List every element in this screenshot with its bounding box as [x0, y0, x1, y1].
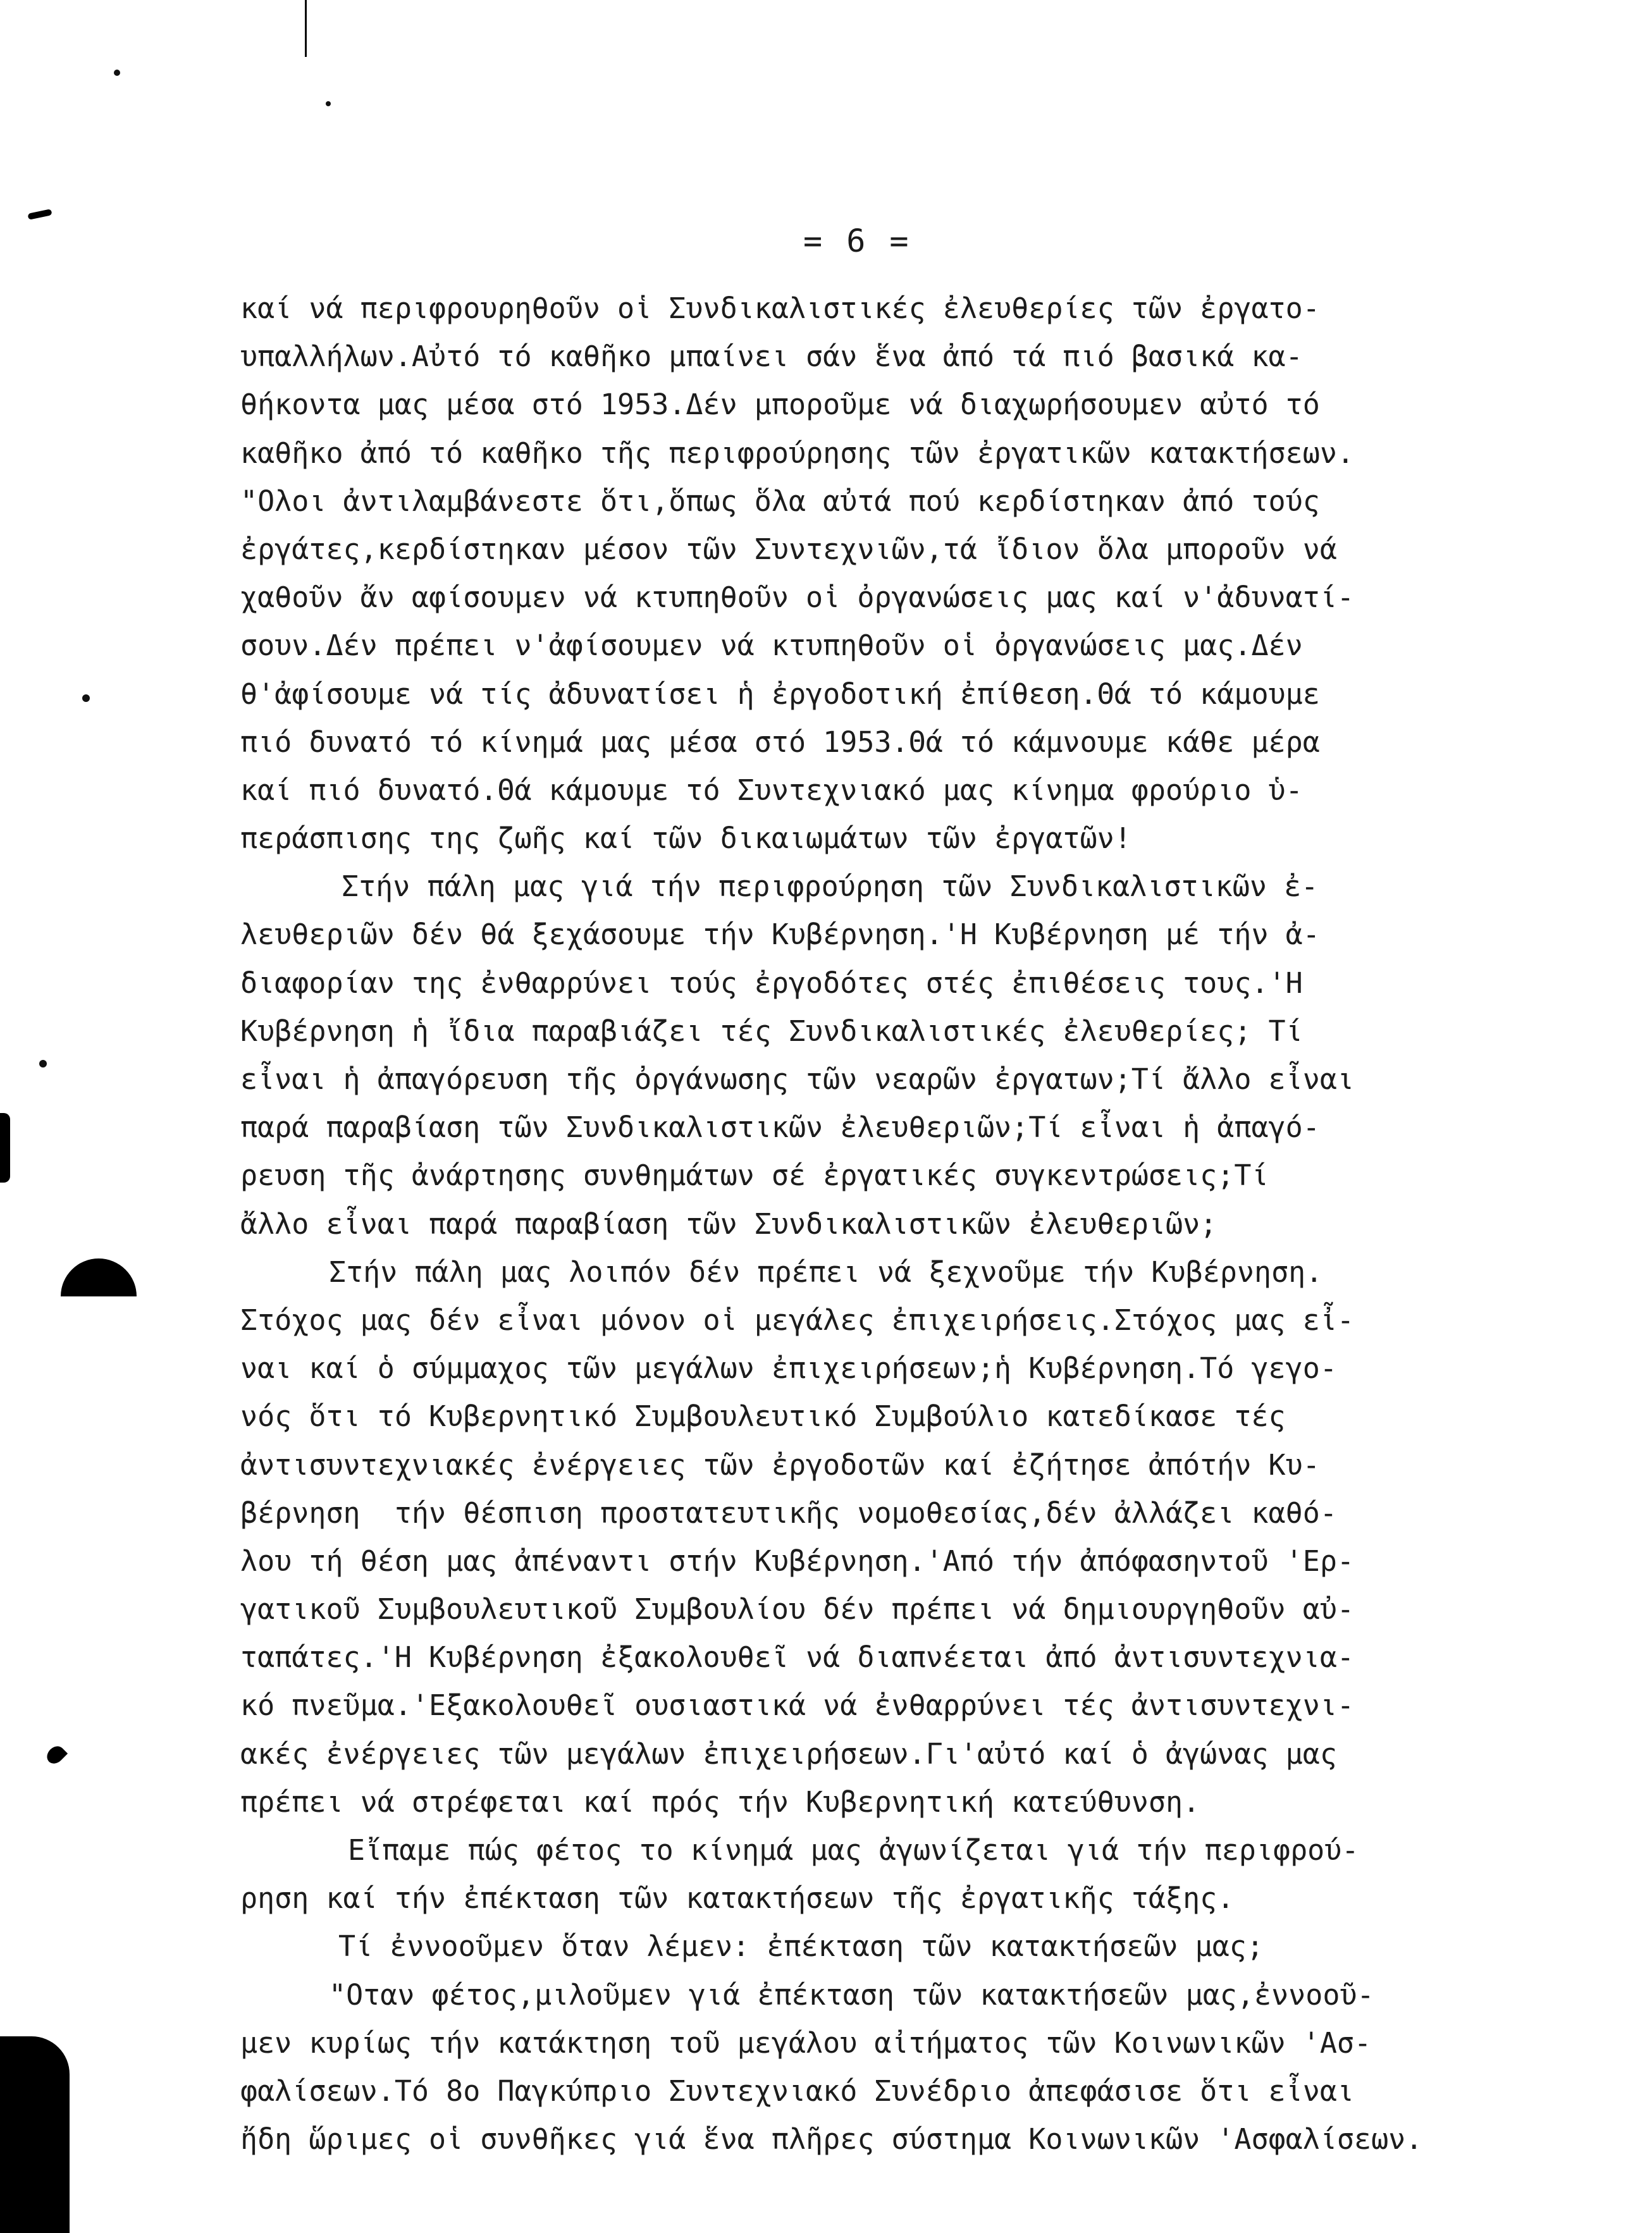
text-line: πρέπει νά στρέφεται καί πρός τήν Κυβερνητική κατεύθυνση.: [240, 1785, 1200, 1819]
text-line: λου τή θέση μας ἀπέναντι στήν Κυβέρνηση.'Από τήν ἀπόφασηντοῦ 'Ερ-: [240, 1544, 1354, 1578]
text-line: ἀντισυντεχνιακές ἐνέργειες τῶν ἐργοδοτῶν καί ἐζήτησε ἀπότήν Κυ-: [240, 1448, 1320, 1482]
text-line: καθῆκο ἀπό τό καθῆκο τῆς περιφρούρησης τῶν ἐργατικῶν κατακτήσεων.: [240, 436, 1354, 470]
text-line: γατικοῦ Συμβουλευτικοῦ Συμβουλίου δέν πρέπει νά δημιουργηθοῦν αὐ-: [240, 1592, 1354, 1627]
text-line: υπαλλήλων.Αὐτό τό καθῆκο μπαίνει σάν ἕνα ἀπό τά πιό βασικά κα-: [240, 340, 1303, 374]
text-line: Στήν πάλη μας λοιπόν δέν πρέπει νά ξεχνοῦμε τήν Κυβέρνηση.: [329, 1255, 1323, 1289]
text-line: χαθοῦν ἄν αφίσουμεν νά κτυπηθοῦν οἱ ὀργανώσεις μας καί ν'ἀδυνατί-: [240, 581, 1354, 615]
scan-mark-top: [27, 209, 52, 220]
text-line: Εἴπαμε πώς φέτος το κίνημά μας ἀγωνίζεται γιά τήν περιφρού-: [348, 1833, 1359, 1867]
text-line: μεν κυρίως τήν κατάκτηση τοῦ μεγάλου αἰτήματος τῶν Κοινωνικῶν 'Ασ-: [240, 2026, 1372, 2060]
scan-dot: [114, 70, 120, 76]
text-line: ακές ἐνέργειες τῶν μεγάλων ἐπιχειρήσεων.Γι'αὐτό καί ὁ ἀγώνας μας: [240, 1737, 1337, 1771]
text-line: ἐργάτες,κερδίστηκαν μέσον τῶν Συντεχνιῶν,τά ἴδιον ὅλα μποροῦν νά: [240, 532, 1337, 566]
document-body: [240, 285, 1531, 2163]
text-line: καί νά περιφρουρηθοῦν οἱ Συνδικαλιστικές ἐλευθερίες τῶν ἐργατο-: [240, 292, 1320, 325]
scan-mark-left: [0, 1113, 10, 1183]
text-line: βέρνηση τήν θέσπιση προστατευτικῆς νομοθεσίας,δέν ἀλλάζει καθό-: [240, 1496, 1337, 1530]
scan-mark-arrow: [44, 1743, 68, 1767]
scan-blot-half-circle: [61, 1258, 137, 1296]
scan-dot: [326, 101, 331, 106]
scan-blot-bottom: [0, 2036, 70, 2233]
text-line: Στόχος μας δέν εἶναι μόνον οἱ μεγάλες ἐπιχειρήσεις.Στόχος μας εἶ-: [240, 1303, 1354, 1337]
text-line: "Ολοι ἀντιλαμβάνεστε ὅτι,ὅπως ὅλα αὐτά πού κερδίστηκαν ἀπό τούς: [240, 484, 1320, 518]
text-line: Τί ἐννοοῦμεν ὅταν λέμεν: ἐπέκταση τῶν κατακτήσεῶν μας;: [338, 1929, 1264, 1964]
text-line: λευθεριῶν δέν θά ξεχάσουμε τήν Κυβέρνηση.'Η Κυβέρνηση μέ τήν ἀ-: [240, 918, 1320, 952]
text-line: περάσπισης της ζωῆς καί τῶν δικαιωμάτων τῶν ἐργατῶν!: [240, 821, 1131, 856]
text-line: πιό δυνατό τό κίνημά μας μέσα στό 1953.Θά τό κάμνουμε κάθε μέρα: [240, 725, 1320, 759]
text-line: κό πνεῦμα.'Εξακολουθεῖ ουσιαστικά νά ἐνθαρρύνει τές ἀντισυντεχνι-: [240, 1689, 1354, 1723]
scan-mark-edge: [305, 0, 307, 57]
text-line: σουν.Δέν πρέπει ν'ἀφίσουμεν νά κτυπηθοῦν οἱ ὀργανώσεις μας.Δέν: [240, 629, 1303, 663]
text-line: θ'ἀφίσουμε νά τίς ἀδυνατίσει ἡ ἐργοδοτική ἐπίθεση.Θά τό κάμουμε: [240, 677, 1320, 711]
text-line: διαφορίαν της ἐνθαρρύνει τούς ἐργοδότες στές ἐπιθέσεις τους.'Η: [240, 966, 1303, 1000]
text-line: παρά παραβίαση τῶν Συνδικαλιστικῶν ἐλευθεριῶν;Τί εἶναι ἡ ἀπαγό-: [240, 1110, 1320, 1145]
text-line: ρευση τῆς ἀνάρτησης συνθημάτων σέ ἐργατικές συγκεντρώσεις;Τί: [240, 1159, 1269, 1193]
text-line: Κυβέρνηση ἡ ἴδια παραβιάζει τές Συνδικαλιστικές ἐλευθερίες; Τί: [240, 1014, 1303, 1048]
scan-dot: [82, 694, 90, 702]
text-line: καί πιό δυνατό.Θά κάμουμε τό Συντεχνιακό μας κίνημα φρούριο ὑ-: [240, 773, 1303, 807]
text-line: ναι καί ὁ σύμμαχος τῶν μεγάλων ἐπιχειρήσεων;ἡ Κυβέρνηση.Τό γεγο-: [240, 1351, 1337, 1386]
text-line: φαλίσεων.Τό 8ο Παγκύπριο Συντεχνιακό Συνέδριο ἀπεφάσισε ὅτι εἶναι: [240, 2074, 1354, 2108]
text-line: Στήν πάλη μας γιά τήν περιφρούρηση τῶν Συνδικαλιστικῶν ἐ-: [342, 870, 1319, 904]
page-number: = 6 =: [803, 223, 911, 259]
text-line: "Οταν φέτος,μιλοῦμεν γιά ἐπέκταση τῶν κατακτήσεῶν μας,ἐννοοῦ-: [329, 1978, 1374, 2012]
text-line: ταπάτες.'Η Κυβέρνηση ἐξακολουθεῖ νά διαπνέεται ἀπό ἀντισυντεχνια-: [240, 1640, 1354, 1675]
text-line: εἶναι ἡ ἀπαγόρευση τῆς ὀργάνωσης τῶν νεαρῶν ἐργατων;Τί ἄλλο εἶναι: [240, 1062, 1354, 1096]
text-line: ἤδη ὥριμες οἱ συνθῆκες γιά ἕνα πλῆρες σύστημα Κοινωνικῶν 'Ασφαλίσεων.: [240, 2122, 1423, 2156]
text-line: ρηση καί τήν ἐπέκταση τῶν κατακτήσεων τῆς ἐργατικῆς τάξης.: [240, 1881, 1235, 1916]
text-line: ἄλλο εἶναι παρά παραβίαση τῶν Συνδικαλιστικῶν ἐλευθεριῶν;: [240, 1207, 1217, 1241]
scan-dot: [39, 1060, 47, 1067]
text-line: νός ὅτι τό Κυβερνητικό Συμβουλευτικό Συμβούλιο κατεδίκασε τές: [240, 1399, 1286, 1434]
text-line: θήκοντα μας μέσα στό 1953.Δέν μποροῦμε νά διαχωρήσουμεν αὐτό τό: [240, 388, 1320, 422]
